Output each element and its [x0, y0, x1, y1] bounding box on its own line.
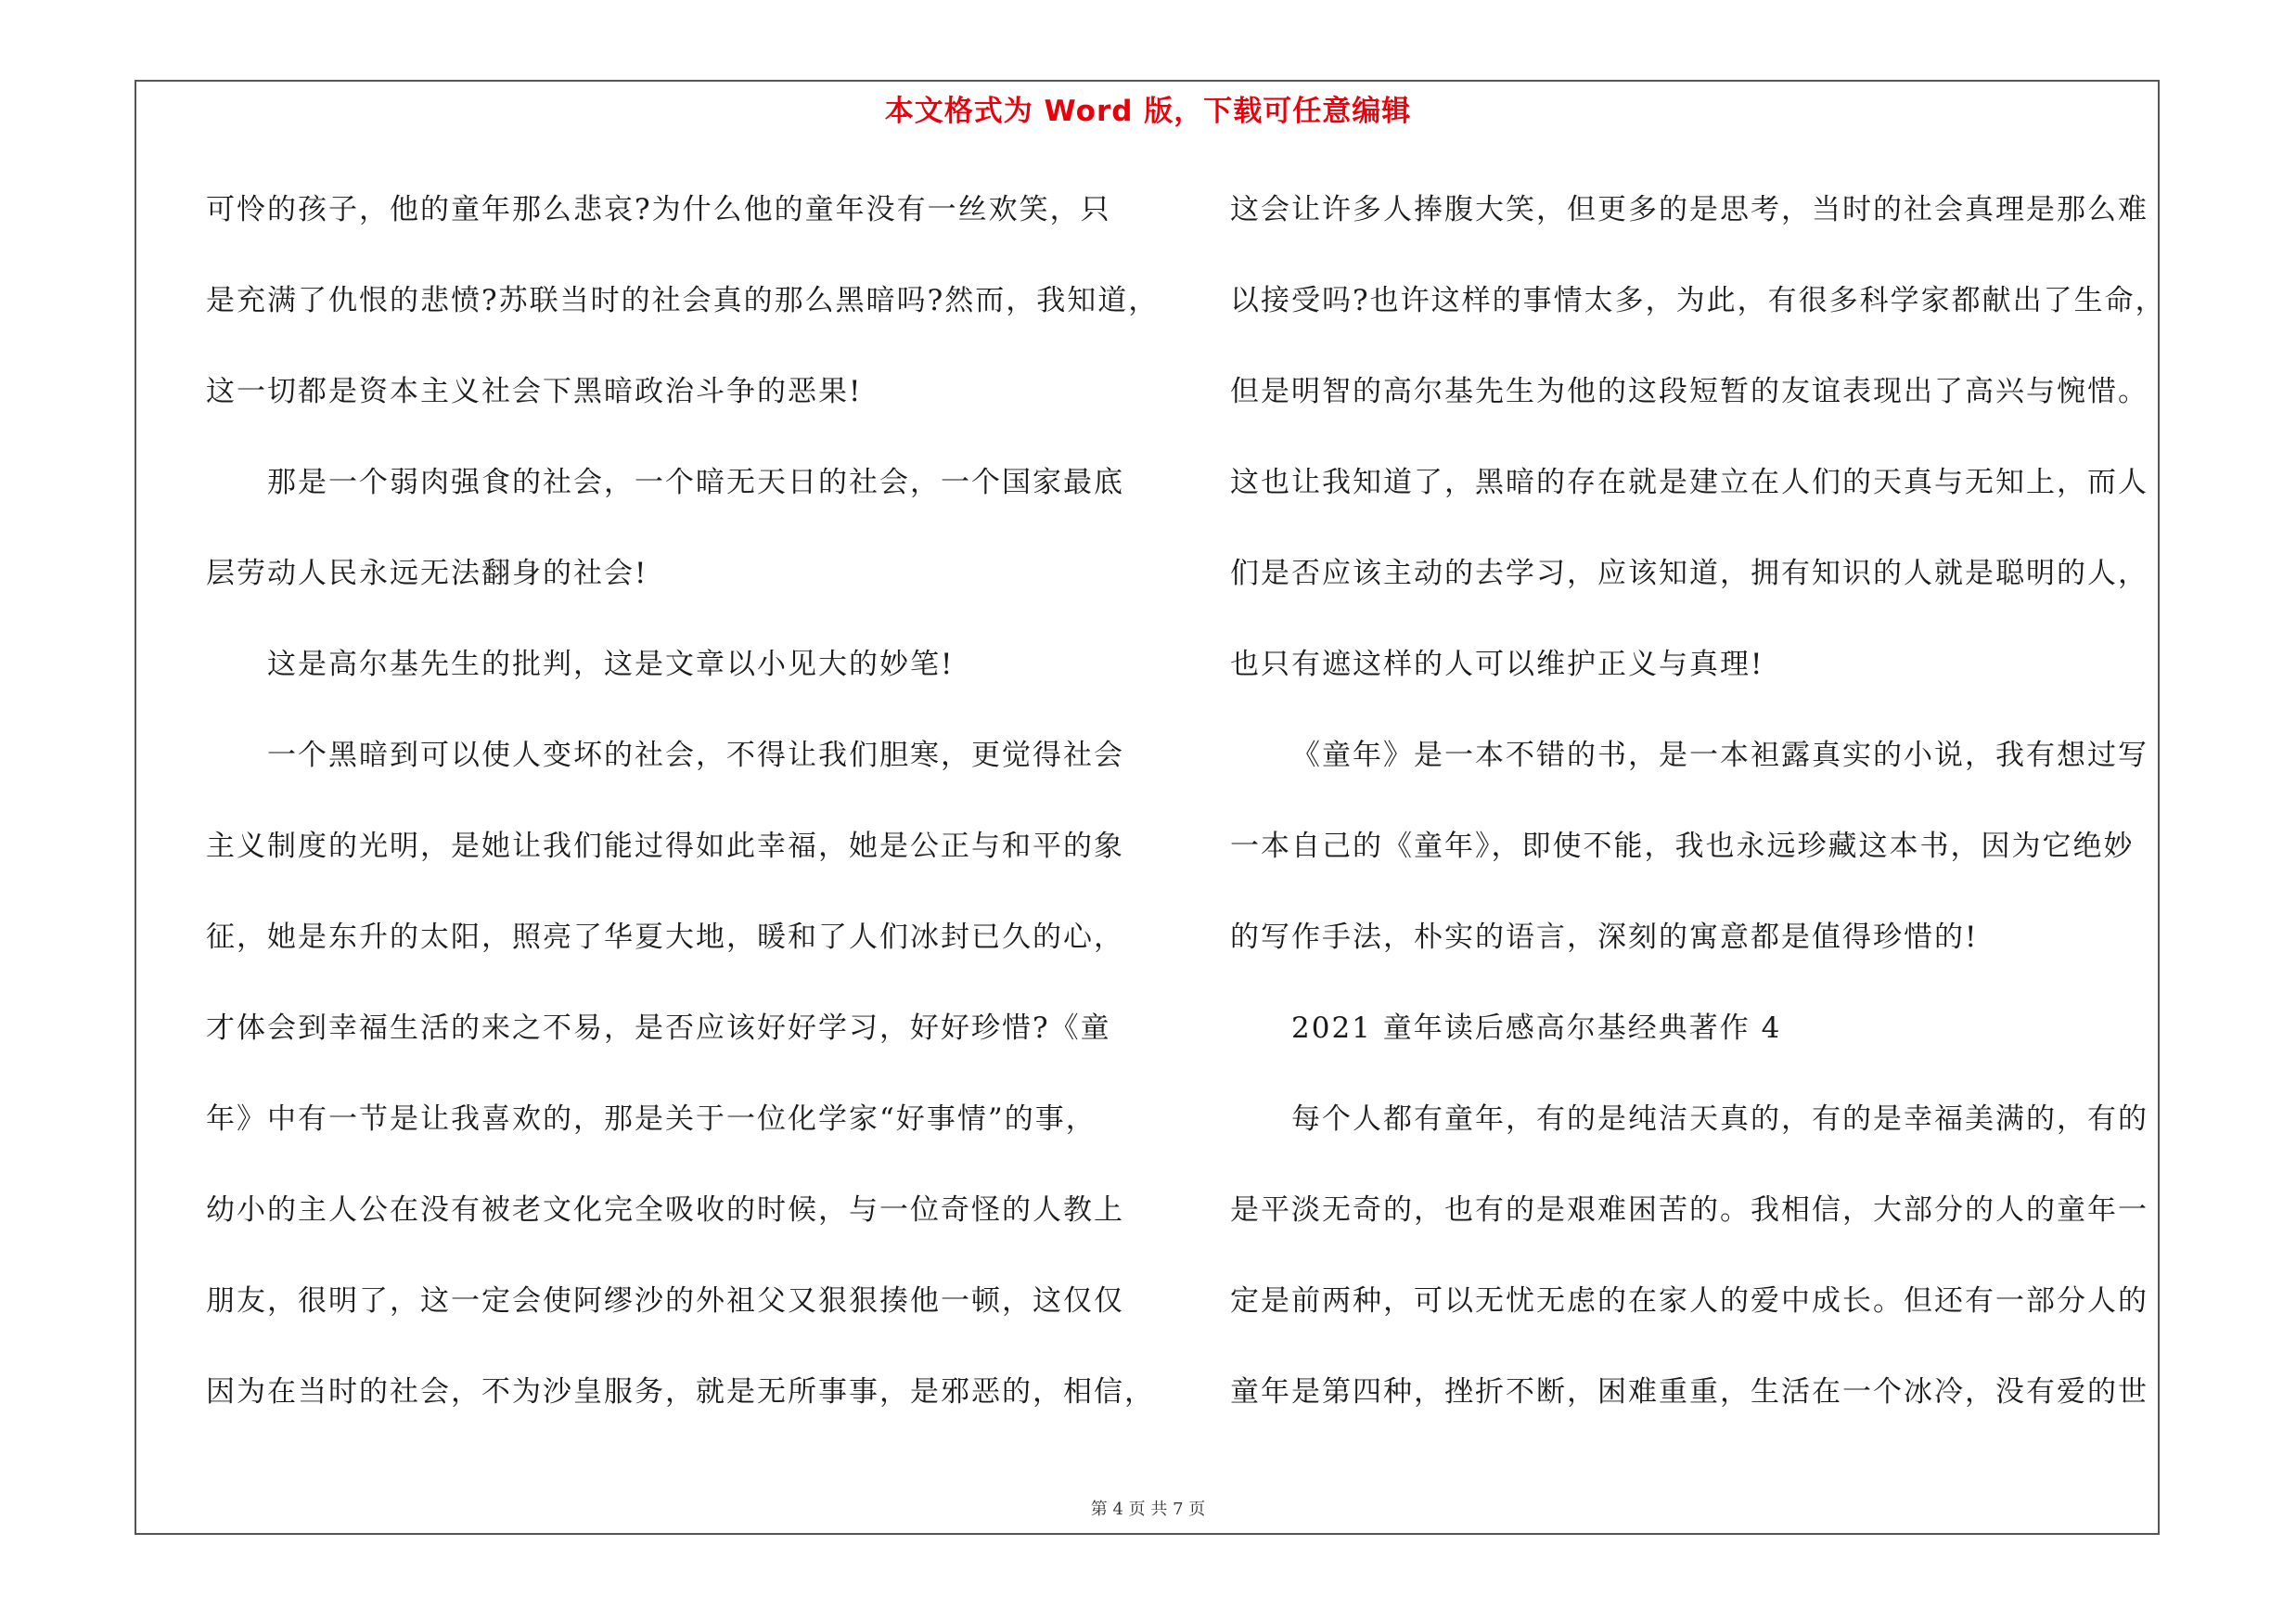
paragraph-line: 以接受吗?也许这样的事情太多，为此，有很多科学家都献出了生命，: [1230, 284, 2166, 317]
paragraph-line: 这是高尔基先生的批判，这是文章以小见大的妙笔!: [267, 648, 955, 681]
paragraph-line: 也只有遮这样的人可以维护正义与真理!: [1230, 648, 1764, 681]
paragraph-line: 定是前两种，可以无忧无虑的在家人的爱中成长。但还有一部分人的: [1230, 1284, 2148, 1318]
paragraph-line: 朋友，很明了，这一定会使阿缪沙的外祖父又狠狠揍他一顿，这仅仅: [206, 1284, 1124, 1318]
paragraph-line: 征，她是东升的太阳，照亮了华夏大地，暖和了人们冰封已久的心，: [206, 921, 1124, 954]
paragraph-line: 才体会到幸福生活的来之不易，是否应该好好学习，好好珍惜?《童: [206, 1011, 1111, 1045]
paragraph-line: 一本自己的《童年》，即使不能，我也永远珍藏这本书，因为它绝妙: [1230, 830, 2135, 863]
paragraph-line: 童年是第四种，挫折不断，困难重重，生活在一个冰冷，没有爱的世: [1230, 1375, 2148, 1409]
paragraph-line: 幼小的主人公在没有被老文化完全吸收的时候，与一位奇怪的人教上: [206, 1193, 1124, 1227]
paragraph-line: 那是一个弱肉强食的社会，一个暗无天日的社会，一个国家最底: [267, 466, 1124, 499]
paragraph-line: 一个黑暗到可以使人变坏的社会，不得让我们胆寒，更觉得社会: [267, 739, 1124, 772]
paragraph-line: 可怜的孩子，他的童年那么悲哀?为什么他的童年没有一丝欢笑，只: [206, 193, 1111, 226]
right-text-column: [1230, 186, 2213, 1459]
left-text-column: [206, 186, 1171, 1459]
paragraph-line: 是平淡无奇的，也有的是艰难困苦的。我相信，大部分的人的童年一: [1230, 1193, 2148, 1227]
paragraph-line: 因为在当时的社会，不为沙皇服务，就是无所事事，是邪恶的，相信，: [206, 1375, 1155, 1409]
paragraph-line: 年》中有一节是让我喜欢的，那是关于一位化学家“好事情”的事，: [206, 1102, 1097, 1136]
page-number-footer: 第 4 页 共 7 页: [1090, 1500, 1206, 1519]
paragraph-line: 是充满了仇恨的悲愤?苏联当时的社会真的那么黑暗吗?然而，我知道，: [206, 284, 1160, 317]
paragraph-line: 每个人都有童年，有的是纯洁天真的，有的是幸福美满的，有的: [1291, 1102, 2148, 1136]
format-notice-banner: 本文格式为 Word 版，下载可任意编辑: [884, 95, 1412, 128]
paragraph-line: 的写作手法，朴实的语言，深刻的寓意都是值得珍惜的!: [1230, 921, 1979, 954]
paragraph-line: 这一切都是资本主义社会下黑暗政治斗争的恶果!: [206, 375, 863, 408]
section-heading: 2021 童年读后感高尔基经典著作 4: [1291, 1011, 1782, 1045]
paragraph-line: 这会让许多人捧腹大笑，但更多的是思考，当时的社会真理是那么难: [1230, 193, 2148, 226]
paragraph-line: 层劳动人民永远无法翻身的社会!: [206, 557, 648, 590]
paragraph-line: 主义制度的光明，是她让我们能过得如此幸福，她是公正与和平的象: [206, 830, 1124, 863]
paragraph-line: 们是否应该主动的去学习，应该知道，拥有知识的人就是聪明的人，: [1230, 557, 2148, 590]
paragraph-line: 《童年》是一本不错的书，是一本袒露真实的小说，我有想过写: [1291, 739, 2148, 772]
paragraph-line: 这也让我知道了，黑暗的存在就是建立在人们的天真与无知上，而人: [1230, 466, 2148, 499]
paragraph-line: 但是明智的高尔基先生为他的这段短暂的友谊表现出了高兴与惋惜。: [1230, 375, 2148, 408]
